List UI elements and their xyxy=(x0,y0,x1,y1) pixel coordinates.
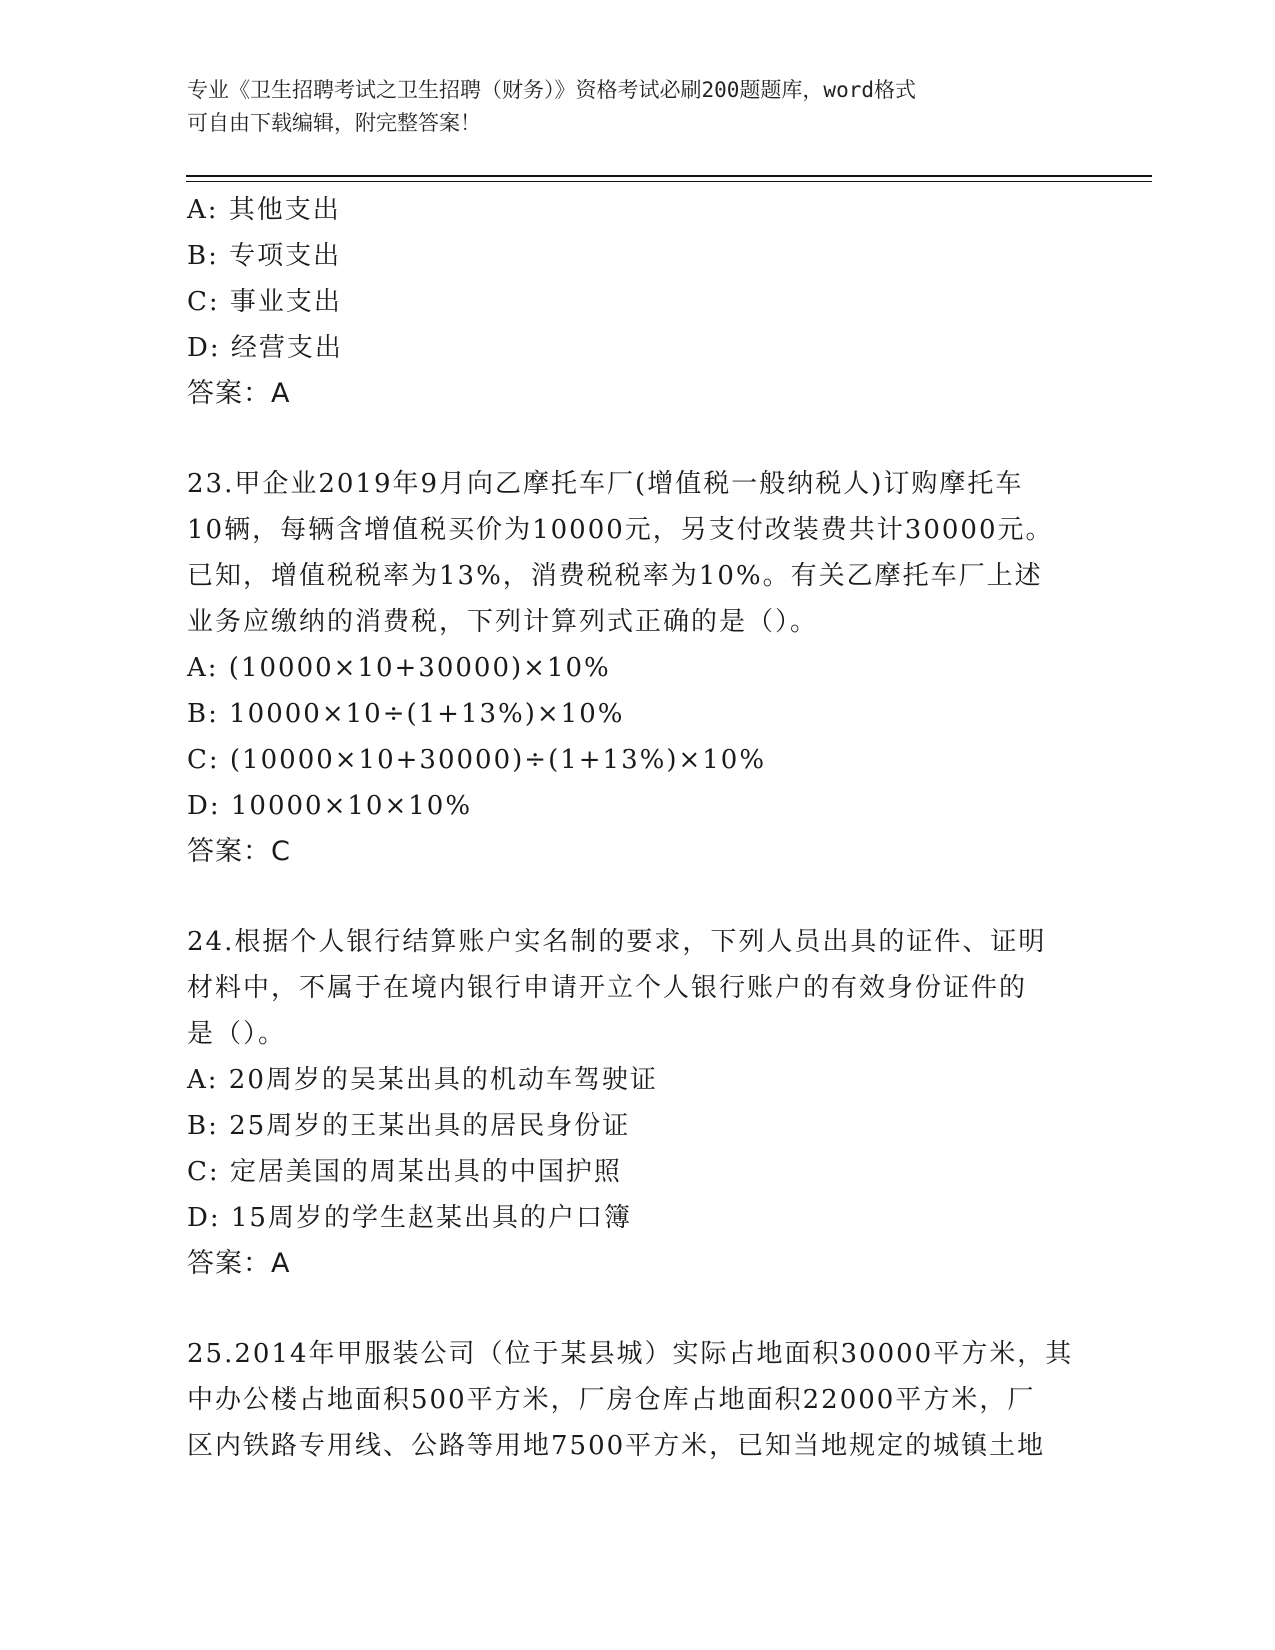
option-b: B: 10000×10÷(1+13%)×10% xyxy=(187,699,625,729)
question-23 xyxy=(187,461,1087,829)
question-text-line: 24.根据个人银行结算账户实名制的要求，下列人员出具的证件、证明 xyxy=(187,927,1047,957)
question-text-line: 中办公楼占地面积500平方米，厂房仓库占地面积22000平方米，厂 xyxy=(187,1385,1036,1415)
option-c: C: 事业支出 xyxy=(187,287,342,317)
document-header xyxy=(187,74,1067,140)
option-a: A: 其他支出 xyxy=(187,195,341,225)
question-22-answer: 答案：A xyxy=(187,378,291,409)
option-d: D: 15周岁的学生赵某出具的户口簿 xyxy=(187,1203,632,1233)
question-25 xyxy=(187,1331,1087,1469)
question-24 xyxy=(187,919,1087,1241)
option-c: C: (10000×10+30000)÷(1+13%)×10% xyxy=(187,745,767,775)
option-a: A: (10000×10+30000)×10% xyxy=(187,653,611,683)
header-divider-thick xyxy=(186,175,1152,177)
question-text-line: 材料中，不属于在境内银行申请开立个人银行账户的有效身份证件的 xyxy=(187,973,1028,1003)
option-c: C: 定居美国的周某出具的中国护照 xyxy=(187,1157,622,1187)
option-a: A: 20周岁的吴某出具的机动车驾驶证 xyxy=(187,1065,658,1095)
header-divider-thin xyxy=(186,181,1152,182)
document-body xyxy=(187,187,1087,1469)
question-22-options xyxy=(187,187,1087,371)
option-d: D: 经营支出 xyxy=(187,333,343,363)
question-24-answer: 答案：A xyxy=(187,1248,291,1279)
option-b: B: 专项支出 xyxy=(187,241,342,271)
question-text-line: 已知，增值税税率为13%，消费税税率为10%。有关乙摩托车厂上述 xyxy=(187,561,1043,591)
question-text-line: 25.2014年甲服装公司（位于某县城）实际占地面积30000平方米，其 xyxy=(187,1339,1074,1369)
header-title-line-1: 专业《卫生招聘考试之卫生招聘（财务）》资格考试必刷200题题库，word格式 xyxy=(187,78,916,102)
question-text-line: 业务应缴纳的消费税，下列计算列式正确的是（）。 xyxy=(187,607,819,637)
question-23-answer: 答案：C xyxy=(187,836,291,867)
option-b: B: 25周岁的王某出具的居民身份证 xyxy=(187,1111,631,1141)
option-d: D: 10000×10×10% xyxy=(187,791,473,821)
question-text-line: 10辆，每辆含增值税买价为10000元，另支付改装费共计30000元。 xyxy=(187,515,1054,545)
question-text-line: 是（）。 xyxy=(187,1019,287,1049)
question-text-line: 23.甲企业2019年9月向乙摩托车厂(增值税一般纳税人)订购摩托车 xyxy=(187,469,1024,499)
header-title-line-2: 可自由下载编辑，附完整答案！ xyxy=(187,111,481,135)
question-text-line: 区内铁路专用线、公路等用地7500平方米，已知当地规定的城镇土地 xyxy=(187,1431,1046,1461)
